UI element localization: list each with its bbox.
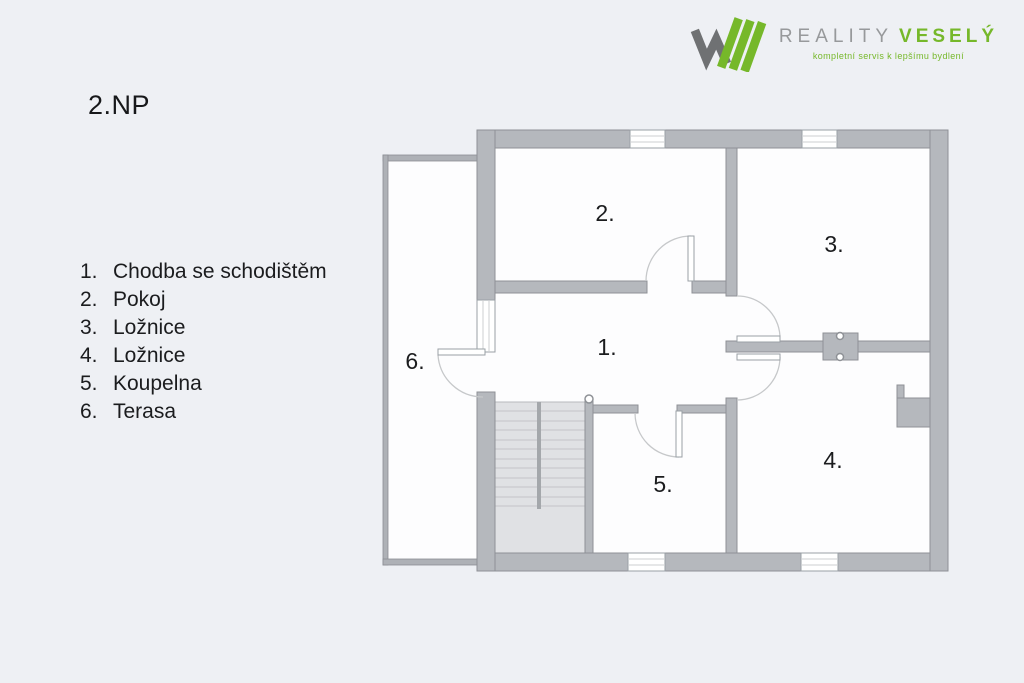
room-label-4: 4. bbox=[823, 447, 843, 473]
window bbox=[628, 553, 665, 571]
wall-segment bbox=[593, 405, 638, 413]
legend-label: Terasa bbox=[113, 400, 177, 423]
room-label-1: 1. bbox=[597, 334, 617, 360]
terrace-wall-top bbox=[383, 155, 477, 161]
brand-secondary: VESELÝ bbox=[899, 25, 998, 47]
wall-segment bbox=[585, 398, 593, 553]
wall-segment bbox=[477, 130, 495, 300]
chimney-flue bbox=[837, 333, 844, 340]
terrace-floor bbox=[383, 155, 477, 565]
wall-segment bbox=[930, 130, 948, 571]
wall-segment bbox=[726, 398, 737, 553]
wall-segment bbox=[838, 553, 930, 571]
wall-segment bbox=[837, 130, 930, 148]
window bbox=[802, 130, 837, 148]
wall-segment bbox=[477, 392, 495, 571]
terrace-wall-bottom bbox=[383, 559, 477, 565]
legend-number: 1. bbox=[80, 260, 98, 283]
window bbox=[477, 300, 495, 352]
legend-label: Chodba se schodištěm bbox=[113, 260, 327, 283]
legend-number: 3. bbox=[80, 316, 98, 339]
chimney-flue bbox=[837, 354, 844, 361]
legend-label: Koupelna bbox=[113, 372, 202, 395]
wall-segment bbox=[665, 130, 802, 148]
window bbox=[630, 130, 665, 148]
room-label-2: 2. bbox=[595, 200, 615, 226]
page-title: 2.NP bbox=[88, 90, 151, 120]
legend-label: Pokoj bbox=[113, 288, 166, 311]
wall-segment bbox=[665, 553, 801, 571]
legend-number: 5. bbox=[80, 372, 98, 395]
wall-segment bbox=[495, 281, 647, 293]
legend-number: 6. bbox=[80, 400, 98, 423]
legend-number: 4. bbox=[80, 344, 98, 367]
room-label-6: 6. bbox=[405, 348, 425, 374]
wall-segment bbox=[677, 405, 726, 413]
legend-label: Ložnice bbox=[113, 344, 186, 367]
room-label-5: 5. bbox=[653, 471, 673, 497]
wall-segment bbox=[477, 553, 628, 571]
legend-label: Ložnice bbox=[113, 316, 186, 339]
door-pivot bbox=[585, 395, 593, 403]
chimney-niche-stub bbox=[897, 385, 904, 398]
brand-primary: REALITY bbox=[778, 25, 894, 47]
wall-segment bbox=[726, 148, 737, 296]
logo-tagline: kompletní servis k lepšímu bydlení bbox=[812, 50, 964, 61]
staircase-divider bbox=[537, 402, 541, 509]
chimney-niche bbox=[897, 398, 930, 427]
room-label-3: 3. bbox=[824, 231, 844, 257]
terrace-wall-left bbox=[383, 155, 388, 565]
window bbox=[801, 553, 838, 571]
wall-segment bbox=[477, 130, 630, 148]
staircase bbox=[495, 402, 585, 553]
legend-number: 2. bbox=[80, 288, 98, 311]
